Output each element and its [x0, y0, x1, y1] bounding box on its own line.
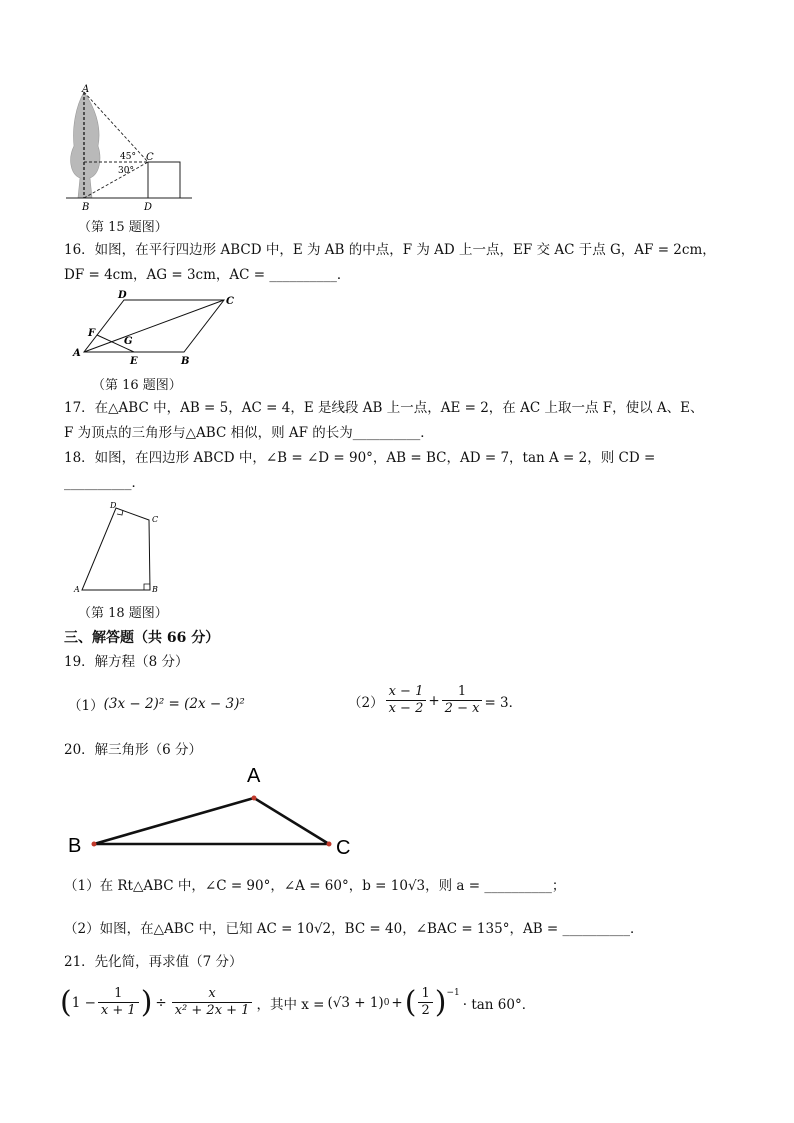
q20-part1: （1）在 Rt△ABC 中，∠C = 90°，∠A = 60°，b = 10√3，则 a = __________； [64, 878, 566, 894]
q19-plus: + [428, 692, 440, 709]
q21-fraction-b [172, 986, 253, 1019]
q19-fraction-1 [386, 684, 427, 717]
fig16-label-G: G [124, 336, 133, 347]
fig16-label-D: D [118, 290, 127, 301]
vertex-B [92, 842, 97, 847]
fig16-caption: （第 16 题图） [92, 378, 182, 393]
tree-shape [71, 92, 100, 198]
q20-part2: （2）如图，在△ABC 中，已知 AC = 10√2，BC = 40，∠BAC = 135°，AB = __________． [64, 921, 644, 937]
vertex-C [327, 842, 332, 847]
fig16-label-C: C [226, 296, 234, 307]
quadrilateral [82, 508, 150, 590]
fig15-label-B: B [82, 202, 90, 213]
figure-15 [62, 86, 192, 211]
building [148, 162, 180, 198]
fig16-label-A: A [73, 348, 81, 359]
q21-den-a: x + 1 [100, 1003, 136, 1018]
q17-line1: 17．在△ABC 中，AB = 5，AC = 4，E 是线段 AB 上一点，AE = 2，在 AC 上取一点 F，使以 A、E、 [64, 400, 704, 416]
q16-line2: DF = 4cm，AG = 3cm，AC = __________． [64, 267, 351, 283]
q21-num-b: x [172, 986, 253, 1003]
q19-den1: x − 2 [388, 701, 424, 716]
q21-term1: (√3 + 1) [327, 994, 384, 1011]
figure-20 [64, 764, 364, 864]
q19-rhs: = 3． [484, 694, 523, 711]
fig15-label-C: C [146, 152, 154, 163]
q19-fraction-2 [442, 684, 483, 717]
q19-part1 [68, 694, 245, 714]
q19-part2-label: （2） [348, 694, 384, 711]
q21-where: ，其中 x = [256, 996, 325, 1013]
q19-den2: 2 − x [444, 701, 480, 716]
q20-title: 20．解三角形（6 分） [64, 742, 203, 758]
q19-title: 19．解方程（8 分） [64, 654, 189, 670]
fig15-angle-30: 30° [118, 166, 134, 176]
q21-expression: ( 1 − $\frac{1}{x + 1}$ ) ÷ $\frac{x}{\text{x² + 2x + 1}}$ ，其中 x = (√3 + 1) 0 + ( $\frac{1}{2}$ ) −1 · tan 60°． [60, 984, 536, 1020]
q21-den-b: x² + 2x + 1 [174, 1003, 250, 1018]
fig16-label-E: E [130, 356, 138, 367]
fig16-label-F: F [88, 328, 96, 339]
fig15-caption: （第 15 题图） [78, 220, 168, 235]
q21-one-minus: 1 − [71, 994, 96, 1011]
fig18-label-D: D [110, 501, 117, 510]
vertex-A [252, 796, 257, 801]
q19-part2 [348, 684, 522, 717]
q21-title: 21．先化简，再求值（7 分） [64, 954, 243, 970]
fig16-label-B: B [181, 356, 190, 367]
q21-div: ÷ [155, 994, 167, 1011]
section3-title: 三、解答题（共 66 分） [64, 630, 220, 646]
fig20-label-B: B [68, 835, 82, 857]
q19-part1-label: （1） [68, 698, 104, 714]
q19-part1-expr: (3x − 2)² = (2x − 3)² [103, 696, 245, 712]
fig18-caption: （第 18 题图） [78, 606, 168, 621]
q21-num-a: 1 [98, 986, 139, 1003]
q18-line1: 18．如图，在四边形 ABCD 中，∠B = ∠D = 90°，AB = BC，AD = 7，tan A = 2，则 CD = [64, 450, 656, 466]
fig18-label-C: C [152, 515, 159, 524]
q17-line2: F 为顶点的三角形与△ABC 相似，则 AF 的长为__________． [64, 425, 434, 441]
fig15-label-A: A [82, 84, 90, 95]
triangle-ABC [94, 798, 329, 844]
q21-plus: + [391, 994, 403, 1011]
fig18-label-B: B [152, 585, 158, 594]
q21-exp0: 0 [383, 997, 390, 1008]
fig15-label-D: D [144, 202, 153, 213]
figure-16 [68, 290, 238, 370]
q18-line2: __________． [64, 475, 145, 491]
q21-fraction-c [418, 986, 432, 1019]
q21-fraction-a [98, 986, 139, 1019]
right-angle-B [144, 584, 150, 590]
figure-18 [72, 498, 182, 598]
q21-tail: · tan 60°． [462, 996, 536, 1013]
fig20-label-A: A [247, 765, 261, 787]
q19-num1: x − 1 [386, 684, 427, 701]
fig20-label-C: C [336, 837, 351, 859]
q21-exp-neg1: −1 [446, 988, 460, 998]
q16-line1: 16．如图，在平行四边形 ABCD 中，E 为 AB 的中点，F 为 AD 上一点，EF 交 AC 于点 G，AF = 2cm， [64, 242, 716, 258]
fig15-angle-45: 45° [120, 152, 136, 162]
diagonal-AC [84, 300, 224, 352]
q21-den-c: 2 [421, 1003, 430, 1018]
q21-num-c: 1 [418, 986, 432, 1003]
q19-num2: 1 [442, 684, 483, 701]
fig18-label-A: A [74, 585, 80, 594]
